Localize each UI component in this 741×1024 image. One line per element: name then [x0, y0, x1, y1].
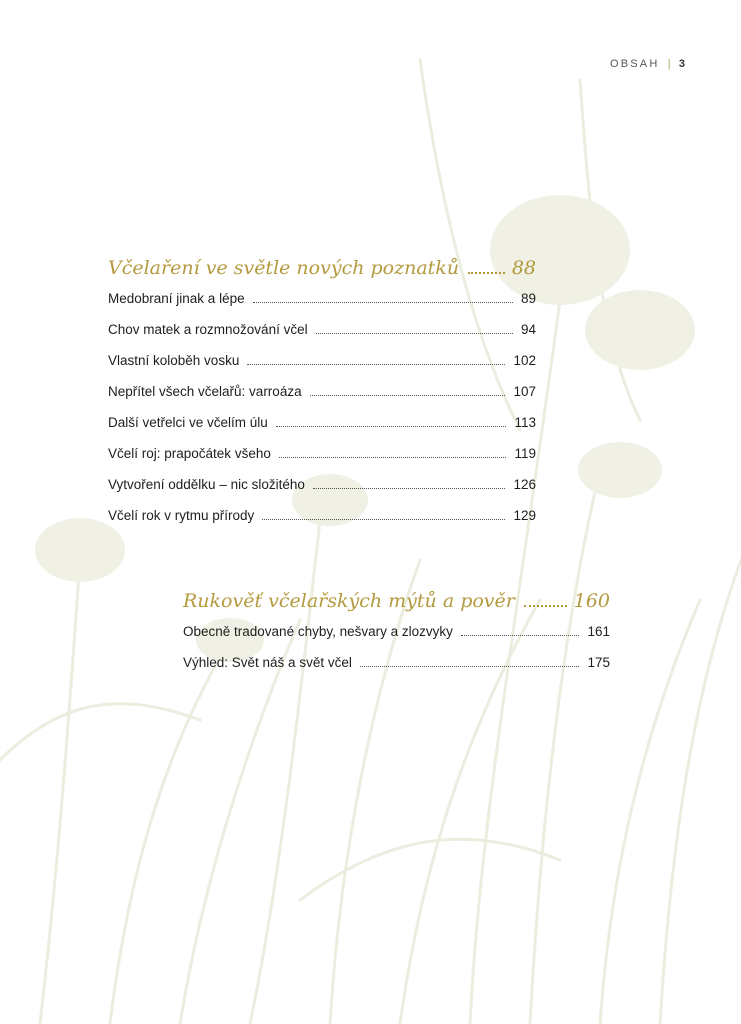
- toc-section-1: [108, 253, 536, 531]
- entry-title: Vlastní koloběh vosku: [108, 353, 240, 368]
- toc-entry[interactable]: [108, 283, 536, 314]
- entry-page: 175: [587, 655, 610, 670]
- entry-title: Další vetřelci ve včelím úlu: [108, 415, 268, 430]
- toc-section-2: [183, 586, 610, 678]
- dot-leader: [279, 457, 507, 458]
- page-number: 3: [678, 58, 685, 70]
- entry-page: 161: [587, 624, 610, 639]
- dot-leader: [310, 395, 506, 396]
- dot-leader: [247, 364, 505, 365]
- entry-page: 113: [514, 415, 536, 430]
- dot-leader: [276, 426, 507, 427]
- entry-page: 94: [520, 322, 536, 337]
- toc-entry[interactable]: [183, 616, 610, 647]
- dot-leader: [316, 333, 513, 334]
- dot-leader: [253, 302, 513, 303]
- toc-entry[interactable]: [108, 438, 536, 469]
- entry-title: Výhled: Svět náš a svět včel: [183, 655, 352, 670]
- dot-leader: [468, 272, 505, 274]
- entry-page: 102: [513, 353, 536, 368]
- chapter-page: 160: [573, 590, 610, 612]
- section-label: OBSAH: [609, 58, 660, 70]
- dot-leader: [524, 605, 567, 607]
- toc-entry[interactable]: [108, 376, 536, 407]
- toc-entry[interactable]: [108, 407, 536, 438]
- entry-page: 129: [513, 508, 536, 523]
- toc-entry[interactable]: [108, 314, 536, 345]
- entry-page: 89: [520, 291, 536, 306]
- chapter-title: Včelaření ve světle nových poznatků: [108, 257, 460, 279]
- toc-entry[interactable]: [108, 500, 536, 531]
- dot-leader: [461, 635, 580, 636]
- entry-page: 107: [513, 384, 536, 399]
- entry-title: Včelí rok v rytmu přírody: [108, 508, 255, 523]
- chapter-page: 88: [511, 257, 536, 279]
- toc-entry[interactable]: [183, 647, 610, 678]
- dot-leader: [360, 666, 580, 667]
- toc-chapter-heading[interactable]: [108, 253, 536, 283]
- dot-leader: [262, 519, 505, 520]
- toc-entry[interactable]: [108, 469, 536, 500]
- entry-title: Medobraní jinak a lépe: [108, 291, 245, 306]
- toc-entry[interactable]: [108, 345, 536, 376]
- entry-page: 126: [513, 477, 536, 492]
- entry-title: Obecně tradované chyby, nešvary a zlozvyky: [183, 624, 453, 639]
- entry-page: 119: [514, 446, 536, 461]
- entry-title: Vytvoření oddělku – nic složitého: [108, 477, 305, 492]
- entry-title: Včelí roj: prapočátek všeho: [108, 446, 271, 461]
- running-header: [610, 58, 685, 70]
- chapter-title: Rukověť včelařských mýtů a pověr: [183, 590, 515, 612]
- toc-chapter-heading[interactable]: [183, 586, 610, 616]
- header-separator: |: [667, 58, 671, 70]
- dot-leader: [313, 488, 506, 489]
- entry-title: Nepřítel všech včelařů: varroáza: [108, 384, 302, 399]
- entry-title: Chov matek a rozmnožování včel: [108, 322, 308, 337]
